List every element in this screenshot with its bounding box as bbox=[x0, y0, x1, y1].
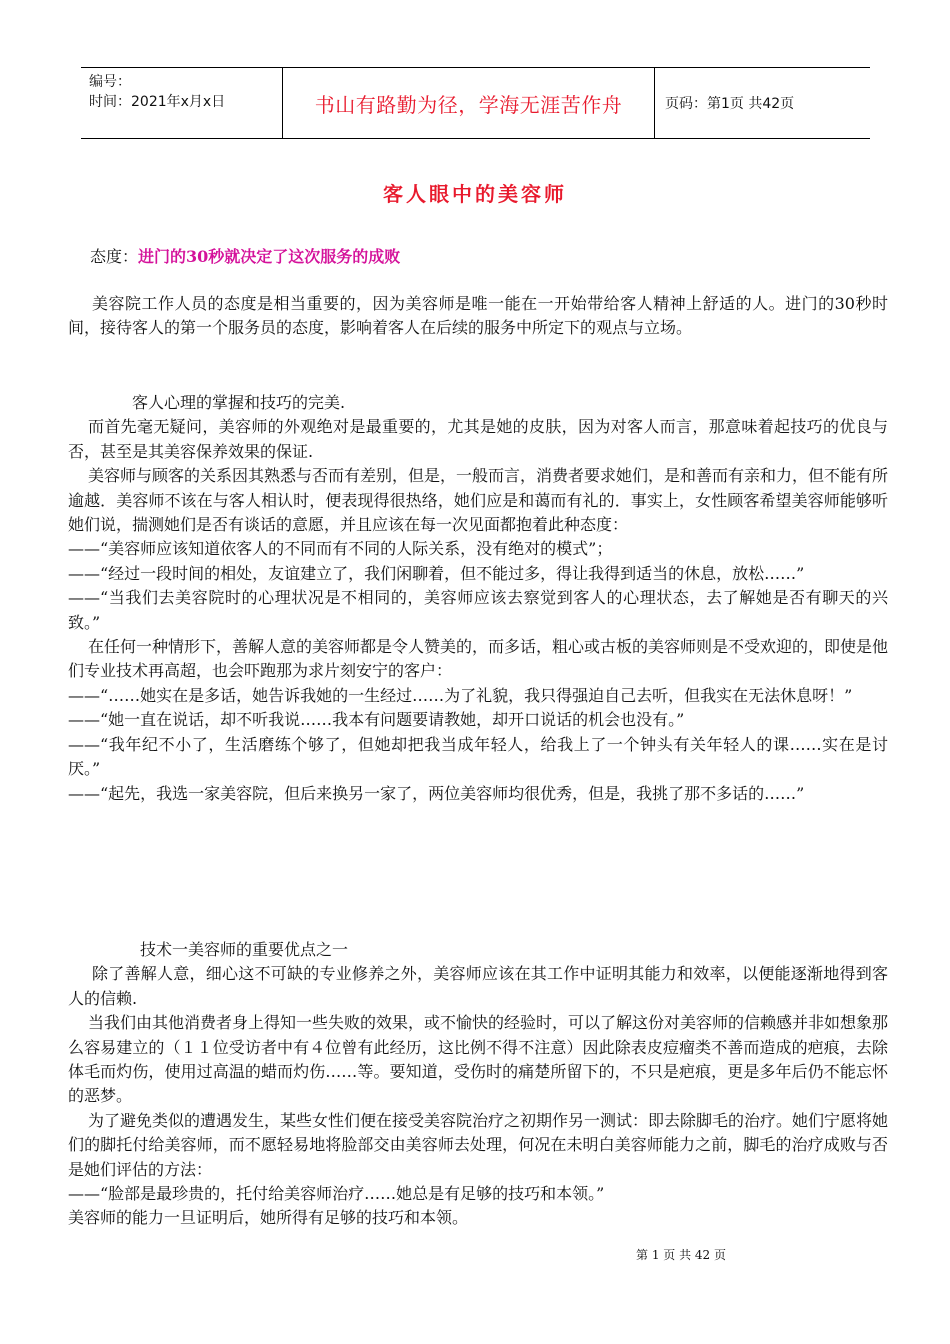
section-heading-psychology: 客人心理的掌握和技巧的完美. bbox=[132, 393, 346, 412]
paragraph: 在任何一种情形下，善解人意的美容师都是令人赞美的，而多话，粗心或古板的美容师则是不受欢迎的，即使是他们专业技术再高超，也会吓跑那为求片刻安宁的客户： bbox=[68, 637, 889, 681]
page-footer: 第 1 页 共 42 页 bbox=[636, 1248, 726, 1262]
quote-item: ——“起先，我选一家美容院，但后来换另一家了，两位美容师均很优秀，但是，我挑了那不多话的……” bbox=[68, 783, 805, 803]
section-subtitle bbox=[90, 244, 400, 267]
header-page-info: 页码：第1页 共42页 bbox=[665, 96, 795, 112]
subtitle-label: 态度： bbox=[90, 247, 139, 266]
subtitle-text: 进门的30秒就决定了这次服务的成败 bbox=[138, 247, 401, 266]
quote-item: ——“经过一段时间的相处，友谊建立了，我们闲聊着，但不能过多，得让我得到适当的休息，放松……” bbox=[68, 563, 805, 583]
technique-section bbox=[68, 938, 888, 1231]
paragraph: 除了善解人意，细心这不可缺的专业修养之外，美容师应该在其工作中证明其能力和效率，以便能逐渐地得到客人的信赖. bbox=[68, 964, 888, 1008]
quote-item: ——“……她实在是多话，她告诉我她的一生经过……为了礼貌，我只得强迫自己去听，但我实在无法休息呀！” bbox=[68, 685, 853, 705]
header-meta bbox=[81, 68, 283, 138]
psychology-section bbox=[68, 391, 888, 806]
quote-item: ——“美容师应该知道依客人的不同而有不同的人际关系，没有绝对的模式”； bbox=[68, 539, 613, 559]
intro-block bbox=[68, 292, 888, 341]
paragraph: 而首先毫无疑问，美容师的外观绝对是最重要的，尤其是她的皮肤，因为对客人而言，那意味着起技巧的优良与否，甚至是其美容保养效果的保证. bbox=[68, 417, 888, 461]
quote-item: ——“当我们去美容院时的心理状况是不相同的，美容师应该去察觉到客人的心理状态，去了解她是否有聊天的兴致。” bbox=[68, 588, 888, 632]
page-header bbox=[81, 67, 870, 139]
document-date: 时间：2021年x月x日 bbox=[89, 94, 226, 110]
document-title: 客人眼中的美容师 bbox=[383, 182, 567, 206]
header-motto: 书山有路勤为径，学海无涯苦作舟 bbox=[283, 68, 655, 138]
paragraph: 美容师与顾客的关系因其熟悉与否而有差别，但是，一般而言，消费者要求她们，是和善而有亲和力，但不能有所逾越．美容师不该在与客人相认时，便表现得很热络，她们应是和蔼而有礼的．事实上，女性顾客希望美容师能够听她们说，揣测她们是否有谈话的意愿，并且应该在每一次见面都抱着此种态度： bbox=[68, 466, 889, 535]
quote-item: ——“我年纪不小了，生活磨练个够了，但她却把我当成年轻人，给我上了一个钟头有关年轻人的课……实在是讨厌。” bbox=[68, 734, 888, 779]
quote-item: ——“她一直在说话，却不听我说……我本有问题要请教她，却开口说话的机会也没有。” bbox=[68, 710, 685, 730]
section-heading-technique: 技术一美容师的重要优点之一 bbox=[140, 940, 349, 959]
paragraph: 美容院工作人员的态度是相当重要的，因为美容师是唯一能在一开始带给客人精神上舒适的人。进门的30秒时间，接待客人的第一个服务员的态度，影响着客人在后续的服务中所定下的观点与立场。 bbox=[68, 294, 888, 338]
quote-item: ——“脸部是最珍贵的，托付给美容师治疗……她总是有足够的技巧和本领。” bbox=[68, 1184, 605, 1204]
paragraph: 美容师的能力一旦证明后，她所得有足够的技巧和本领。 bbox=[68, 1208, 469, 1228]
document-number-label: 编号： bbox=[89, 74, 131, 90]
paragraph: 当我们由其他消费者身上得知一些失败的效果，或不愉快的经验时，可以了解这份对美容师的信赖感并非如想象那么容易建立的（１１位受访者中有４位曾有此经历，这比例不得不注意）因此除表皮痘瘤类不善而造成的疤痕，去除体毛而灼伤，使用过高温的蜡而灼伤……等。要知道，受伤时的痛楚所留下的，不只是疤痕，更是多年后仍不能忘怀的恶梦。 bbox=[68, 1013, 889, 1106]
paragraph: 为了避免类似的遭遇发生，某些女性们便在接受美容院治疗之初期作另一测试：即去除脚毛的治疗。她们宁愿将她们的脚托付给美容师，而不愿轻易地将脸部交由美容师去处理，何况在未明白美容师能力之前，脚毛的治疗成败与否是她们评估的方法： bbox=[68, 1110, 889, 1179]
